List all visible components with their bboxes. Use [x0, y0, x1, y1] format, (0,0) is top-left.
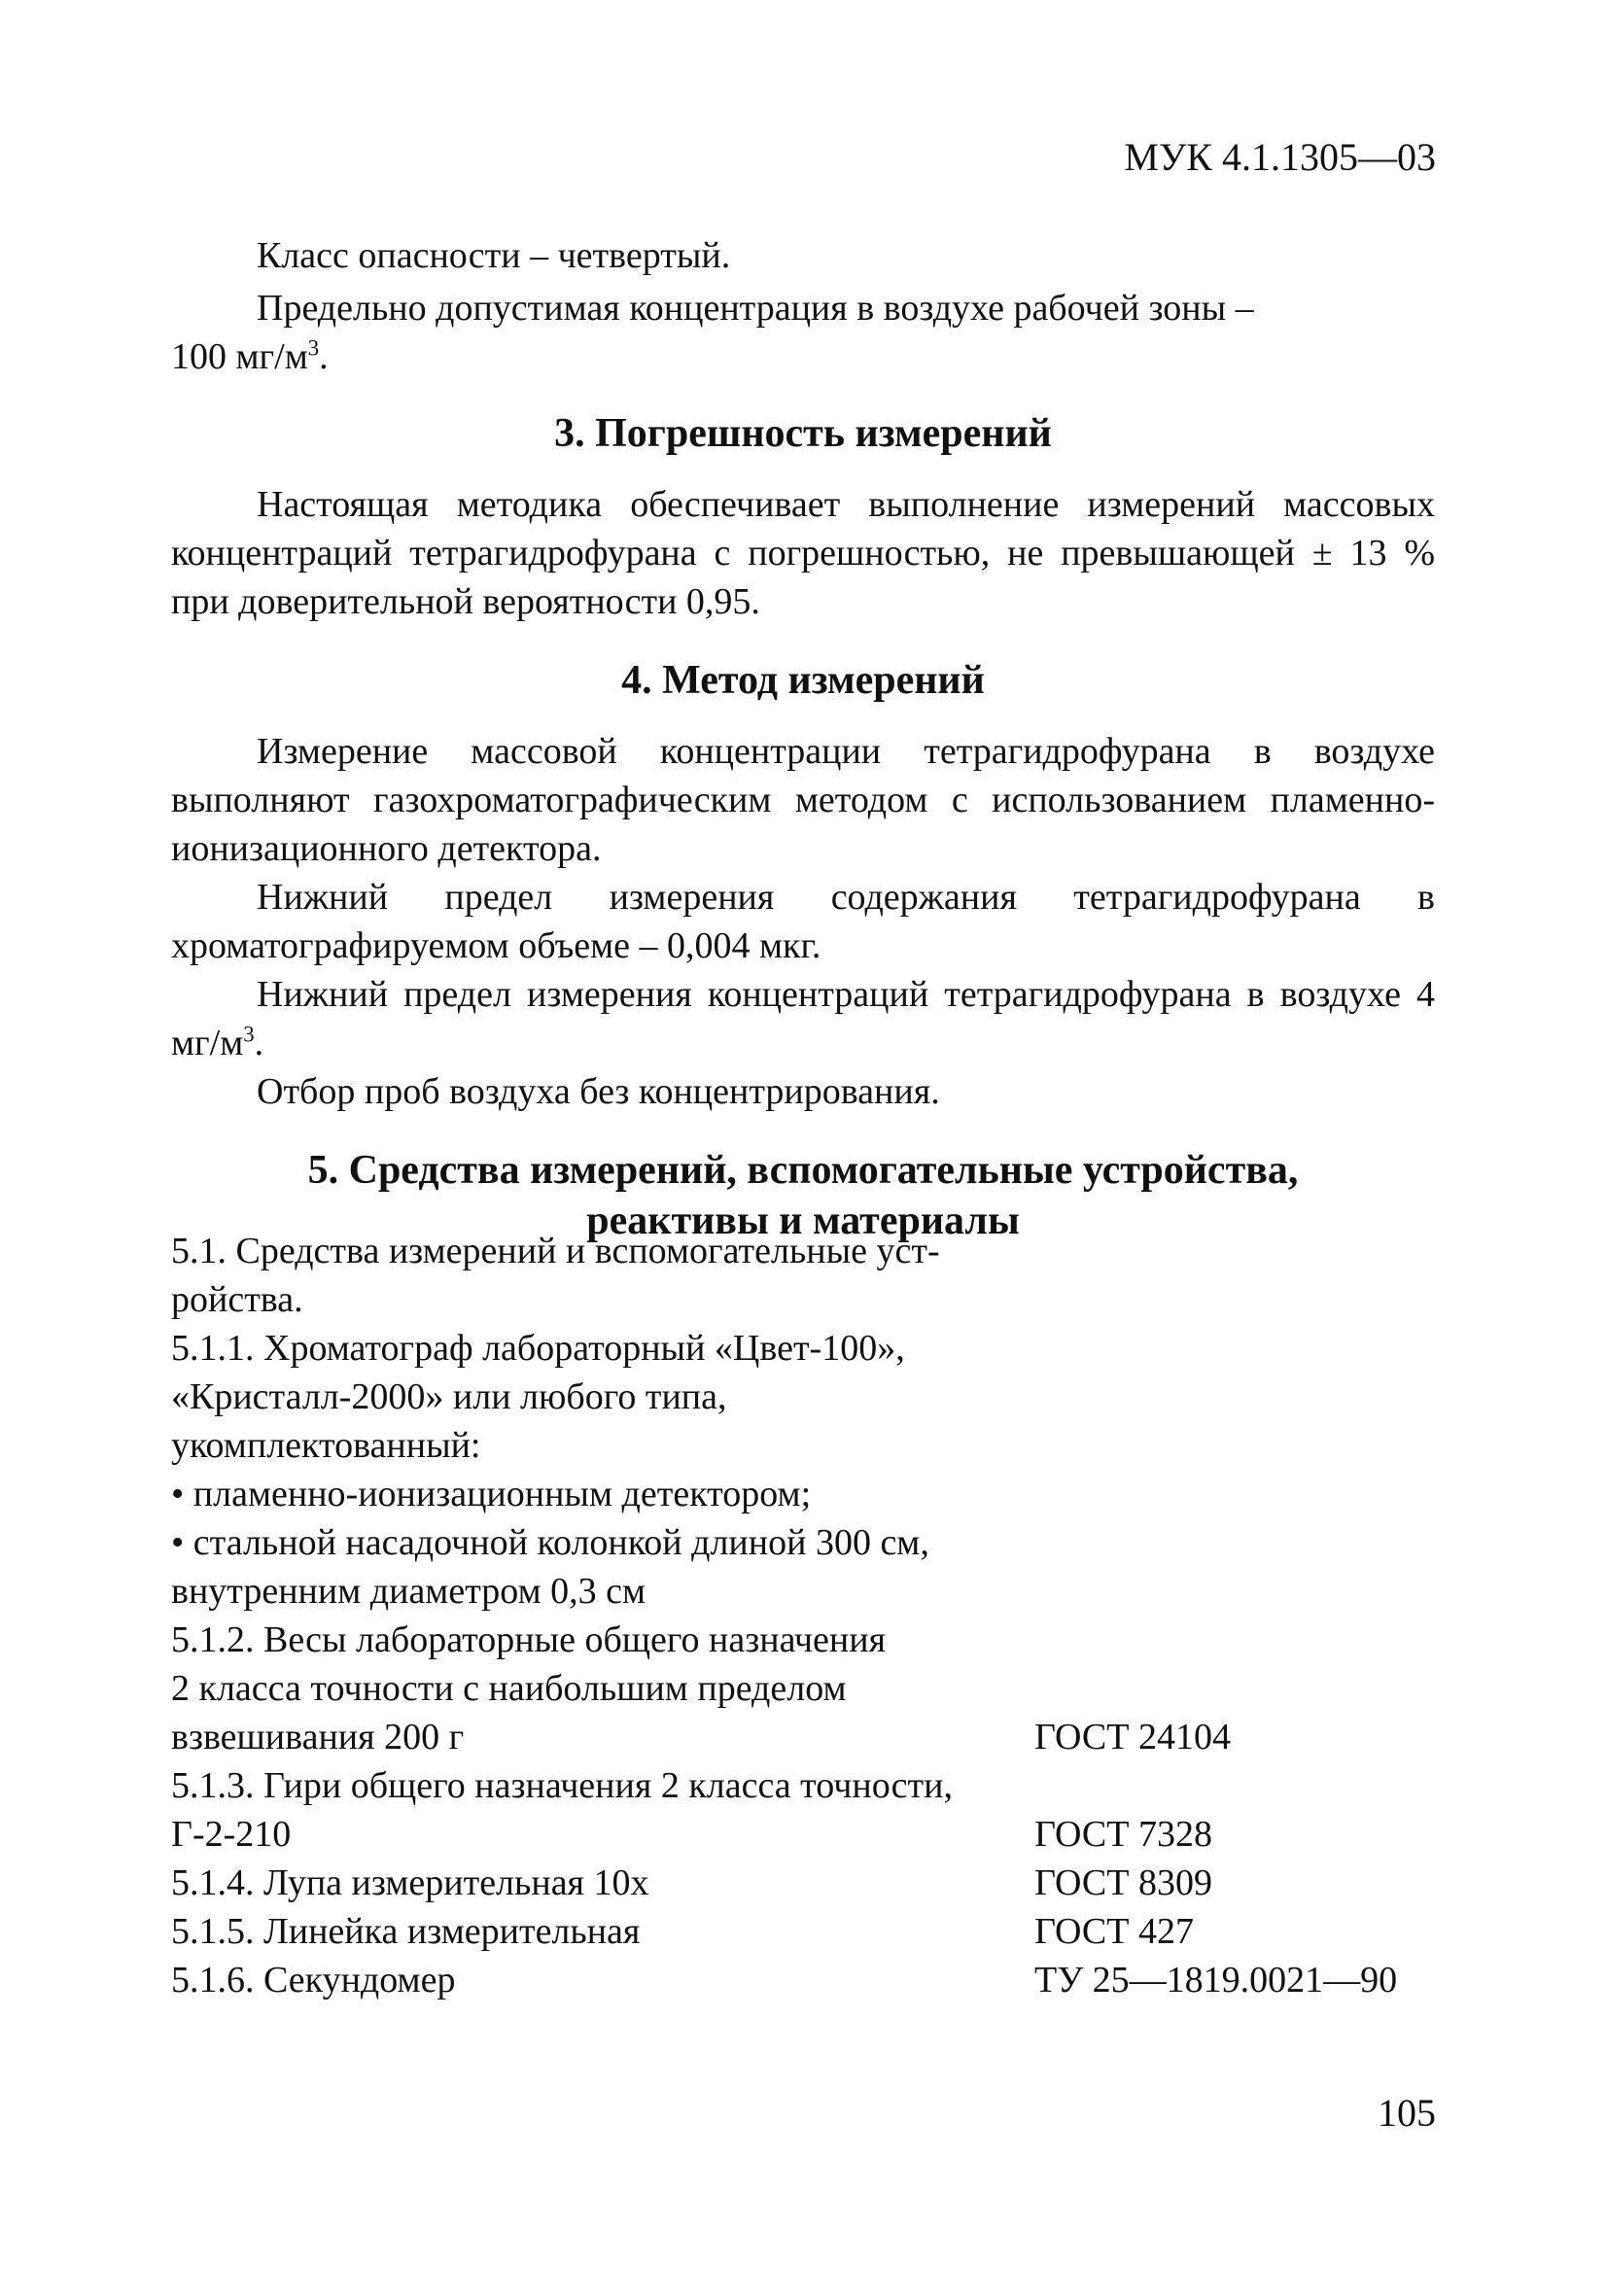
section-5-title-line-1: 5. Средства измерений, вспомогательные устройства, — [307, 1148, 1299, 1193]
equipment-standard-ref: ТУ 25—1819.0021—90 — [1034, 1960, 1398, 2000]
mac-value: 100 мг/м — [171, 336, 308, 377]
section-4-paragraph-4: Отбор проб воздуха без концентрирования. — [257, 1071, 940, 1112]
equipment-item-text: укомплектованный: — [171, 1425, 481, 1466]
section-4-paragraph-1: Измерение массовой концентрации тетрагидрофурана в воздухе выполняют газохроматографическим методом с использованием пламенно-ионизационного детектора. — [171, 731, 1435, 869]
mac-period: . — [319, 336, 329, 377]
intro-block — [171, 231, 1435, 1246]
lower-limit-text: Нижний предел измерения концентраций тетрагидрофурана в воздухе 4 мг/м — [171, 974, 1435, 1063]
mac-superscript: 3 — [307, 335, 320, 361]
equipment-item-text: 5.1.4. Лупа измерительная 10х — [171, 1862, 649, 1903]
equipment-item-text: • стальной насадочной колонкой длиной 300 см, — [171, 1522, 929, 1563]
mac-line-1: Предельно допустимая концентрация в воздухе рабочей зоны – — [257, 288, 1254, 329]
equipment-standard-ref: ГОСТ 7328 — [1034, 1814, 1212, 1855]
equipment-item-text: ройства. — [171, 1279, 303, 1320]
equipment-item-text: взвешивания 200 г — [171, 1717, 465, 1757]
equipment-standard-ref: ГОСТ 24104 — [1034, 1717, 1231, 1757]
equipment-item-text: 5.1.1. Хроматограф лабораторный «Цвет-100», — [171, 1328, 905, 1369]
section-5-title-line-2: реактивы и материалы — [586, 1199, 1020, 1243]
equipment-item-text: 5.1.5. Линейка измерительная — [171, 1911, 641, 1952]
equipment-item-text: 5.1. Средства измерений и вспомогательные уст- — [171, 1231, 940, 1271]
section-3-text: Настоящая методика обеспечивает выполнение измерений массовых концентраций тетрагидрофурана с погрешностью, не превышающей ± 13 % при доверительной вероятности 0,95. — [171, 484, 1435, 622]
lower-limit-superscript: 3 — [243, 1022, 255, 1047]
equipment-standard-ref: ГОСТ 427 — [1034, 1911, 1194, 1952]
equipment-item-text: • пламенно-ионизационным детектором; — [171, 1474, 812, 1514]
equipment-item-text: 5.1.2. Весы лабораторные общего назначения — [171, 1619, 887, 1660]
equipment-item-text: Г-2-210 — [171, 1814, 292, 1855]
page-number: 105 — [1378, 2091, 1436, 2135]
equipment-item-text: внутренним диаметром 0,3 см — [171, 1571, 646, 1612]
mac-line-2 — [171, 332, 1435, 381]
equipment-item-text: «Кристалл-2000» или любого типа, — [171, 1376, 727, 1417]
document-code-header: МУК 4.1.1305—03 — [1124, 135, 1436, 179]
equipment-standard-ref: ГОСТ 8309 — [1034, 1862, 1212, 1903]
equipment-item-text: 5.1.3. Гири общего назначения 2 класса точности, — [171, 1765, 953, 1806]
section-4-title: 4. Метод измерений — [621, 658, 985, 703]
section-3-title: 3. Погрешность измерений — [554, 411, 1052, 456]
hazard-class-text: Класс опасности – четвертый. — [257, 235, 731, 276]
equipment-item-text: 5.1.6. Секундомер — [171, 1960, 456, 2000]
section-4-paragraph-2: Нижний предел измерения содержания тетрагидрофурана в хроматографируемом объеме – 0,004 мкг. — [171, 877, 1435, 966]
equipment-item-text: 2 класса точности с наибольшим пределом — [171, 1668, 847, 1709]
lower-limit-period: . — [254, 1023, 264, 1063]
section-4-paragraph-3 — [171, 970, 1435, 1067]
